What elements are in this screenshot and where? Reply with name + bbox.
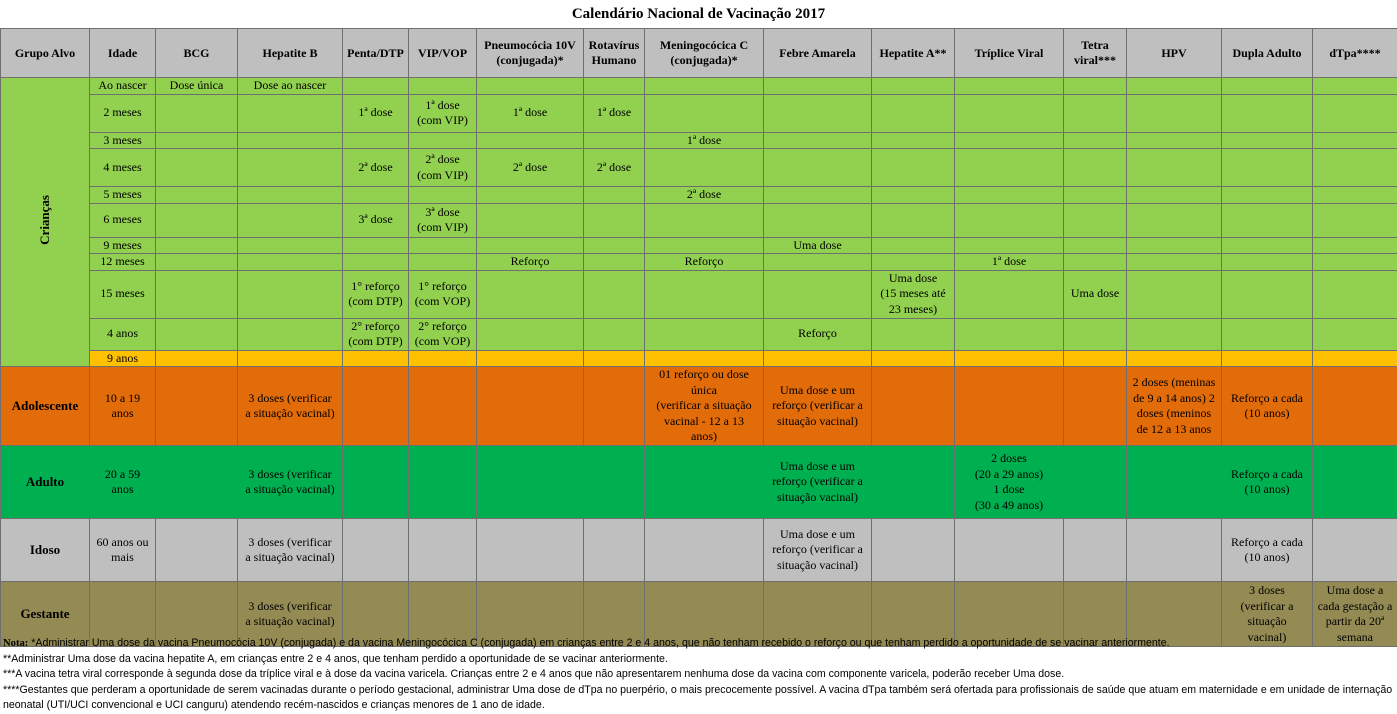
note-1: Nota: *Administrar Uma dose da vacina Pneumocócia 10V (conjugada) e da vacina Meningocócica C (conjugada) em crianças entre 2 e 4 anos, que não tenham recebido o reforço ou que tenham perdido a oportunidade de se vacinar anteriormente. bbox=[3, 637, 1170, 649]
dose-cell: Uma dose e um reforço (verificar a situação vacinal) bbox=[764, 446, 872, 519]
dose-cell: 1ª dose bbox=[343, 94, 409, 132]
col-bcg: BCG bbox=[156, 29, 238, 78]
dose-cell: Dose ao nascer bbox=[238, 78, 343, 95]
table-row bbox=[1, 78, 1397, 95]
age-cell: 4 anos bbox=[90, 318, 156, 350]
dose-cell: 3 doses (verificar a situação vacinal) bbox=[238, 582, 343, 647]
age-cell: Ao nascer bbox=[90, 78, 156, 95]
table-row bbox=[1, 367, 1397, 446]
col-pneumococica: Pneumocócia 10V (conjugada)* bbox=[477, 29, 584, 78]
dose-cell: 1° reforço (com DTP) bbox=[343, 270, 409, 318]
dose-cell: Uma dose e um reforço (verificar a situação vacinal) bbox=[764, 367, 872, 446]
table-row bbox=[1, 187, 1397, 204]
dose-cell: 2 doses (meninas de 9 a 14 anos) 2 doses (meninos de 12 a 13 anos bbox=[1127, 367, 1222, 446]
age-cell: 60 anos ou mais bbox=[90, 519, 156, 582]
note-4: ****Gestantes que perderam a oportunidade de serem vacinadas durante o período gestacional, administrar Uma dose de dTpa no puerpério, o mais precocemente possível. A vacina dTpa também será ofertada para profissionais de saúde que atuam em maternidade e em unidade de internação neonatal (UTI/UCI convencional e UCI canguru) atendendo recém-nascidos e crianças menores de 1 ano de idade. bbox=[3, 683, 1393, 711]
age-cell: 10 a 19 anos bbox=[90, 367, 156, 446]
dose-cell: 2° reforço (com VOP) bbox=[409, 318, 477, 350]
col-febre-amarela: Febre Amarela bbox=[764, 29, 872, 78]
dose-cell: Uma dose bbox=[1064, 270, 1127, 318]
table-row bbox=[1, 254, 1397, 271]
table-row bbox=[1, 350, 1397, 367]
col-hepatite-a: Hepatite A** bbox=[872, 29, 955, 78]
note-3: ***A vacina tetra viral corresponde à segunda dose da tríplice viral e à dose da vacina varicela. Crianças entre 2 e 4 anos que não apresentarem nenhuma dose da vacina com componente varicela, poderão receber Uma dose. bbox=[3, 668, 1065, 680]
dose-cell: 3 doses (verificar a situação vacinal) bbox=[238, 519, 343, 582]
group-adulto: Adulto bbox=[1, 446, 90, 519]
col-dtpa: dTpa**** bbox=[1313, 29, 1397, 78]
dose-cell: 3 doses (verificar a situação vacinal) bbox=[238, 367, 343, 446]
dose-cell: 1ª dose bbox=[955, 254, 1064, 271]
dose-cell: 2ª dose (com VIP) bbox=[409, 149, 477, 187]
dose-cell: Reforço a cada (10 anos) bbox=[1222, 519, 1313, 582]
dose-cell: 1ª dose bbox=[645, 132, 764, 149]
col-grupo-alvo: Grupo Alvo bbox=[1, 29, 90, 78]
vaccination-table bbox=[0, 28, 1397, 647]
age-cell: 6 meses bbox=[90, 203, 156, 237]
group-criancas: Crianças bbox=[1, 78, 90, 367]
dose-cell: Reforço bbox=[764, 318, 872, 350]
group-adolescente: Adolescente bbox=[1, 367, 90, 446]
dose-cell: 2° reforço (com DTP) bbox=[343, 318, 409, 350]
col-hepatite-b: Hepatite B bbox=[238, 29, 343, 78]
dose-cell: 1ª dose bbox=[477, 94, 584, 132]
table-row bbox=[1, 318, 1397, 350]
header-row bbox=[1, 29, 1397, 78]
dose-cell: 1° reforço (com VOP) bbox=[409, 270, 477, 318]
col-dupla-adulto: Dupla Adulto bbox=[1222, 29, 1313, 78]
age-cell: 15 meses bbox=[90, 270, 156, 318]
age-cell: 20 a 59 anos bbox=[90, 446, 156, 519]
col-vip-vop: VIP/VOP bbox=[409, 29, 477, 78]
dose-cell: Uma dose a cada gestação a partir da 20ª semana bbox=[1313, 582, 1397, 647]
dose-cell: Reforço bbox=[645, 254, 764, 271]
dose-cell: Reforço bbox=[477, 254, 584, 271]
dose-cell: Reforço a cada (10 anos) bbox=[1222, 367, 1313, 446]
dose-cell: Uma dose bbox=[764, 237, 872, 254]
table-row bbox=[1, 270, 1397, 318]
col-hpv: HPV bbox=[1127, 29, 1222, 78]
dose-cell: Reforço a cada (10 anos) bbox=[1222, 446, 1313, 519]
age-cell: 9 meses bbox=[90, 237, 156, 254]
age-cell: 2 meses bbox=[90, 94, 156, 132]
col-triplice-viral: Tríplice Viral bbox=[955, 29, 1064, 78]
dose-cell: 3ª dose bbox=[343, 203, 409, 237]
dose-cell: 1ª dose (com VIP) bbox=[409, 94, 477, 132]
age-cell: 4 meses bbox=[90, 149, 156, 187]
dose-cell: 3ª dose (com VIP) bbox=[409, 203, 477, 237]
note-2: **Administrar Uma dose da vacina hepatite A, em crianças entre 2 e 4 anos, que tenham perdido a oportunidade de se vacinar anteriormente. bbox=[3, 652, 668, 665]
table-row bbox=[1, 149, 1397, 187]
col-rotavirus: Rotavírus Humano bbox=[584, 29, 645, 78]
age-cell: 5 meses bbox=[90, 187, 156, 204]
dose-cell: 2 doses (20 a 29 anos) 1 dose (30 a 49 anos) bbox=[955, 446, 1064, 519]
table-row bbox=[1, 132, 1397, 149]
table-row bbox=[1, 203, 1397, 237]
dose-cell: 2ª dose bbox=[584, 149, 645, 187]
table-row bbox=[1, 94, 1397, 132]
dose-cell: 1ª dose bbox=[584, 94, 645, 132]
group-gestante: Gestante bbox=[1, 582, 90, 647]
col-tetra-viral: Tetra viral*** bbox=[1064, 29, 1127, 78]
col-meningococica: Meningocócica C (conjugada)* bbox=[645, 29, 764, 78]
dose-cell: 01 reforço ou dose única (verificar a situação vacinal - 12 a 13 anos) bbox=[645, 367, 764, 446]
footnotes bbox=[3, 636, 1395, 714]
dose-cell: Uma dose (15 meses até 23 meses) bbox=[872, 270, 955, 318]
page-title: Calendário Nacional de Vacinação 2017 bbox=[571, 6, 826, 22]
age-cell: 12 meses bbox=[90, 254, 156, 271]
dose-cell: 3 doses (verificar a situação vacinal) bbox=[238, 446, 343, 519]
dose-cell: 2ª dose bbox=[343, 149, 409, 187]
group-idoso: Idoso bbox=[1, 519, 90, 582]
dose-cell: 3 doses (verificar a situação vacinal) bbox=[1222, 582, 1313, 647]
dose-cell: 2ª dose bbox=[477, 149, 584, 187]
dose-cell: 2ª dose bbox=[645, 187, 764, 204]
table-row bbox=[1, 237, 1397, 254]
table-row bbox=[1, 446, 1397, 519]
age-cell: 9 anos bbox=[90, 350, 156, 367]
age-cell: 3 meses bbox=[90, 132, 156, 149]
dose-cell: Uma dose e um reforço (verificar a situação vacinal) bbox=[764, 519, 872, 582]
col-penta-dtp: Penta/DTP bbox=[343, 29, 409, 78]
col-idade: Idade bbox=[90, 29, 156, 78]
dose-cell: Dose única bbox=[156, 78, 238, 95]
table-row bbox=[1, 519, 1397, 582]
